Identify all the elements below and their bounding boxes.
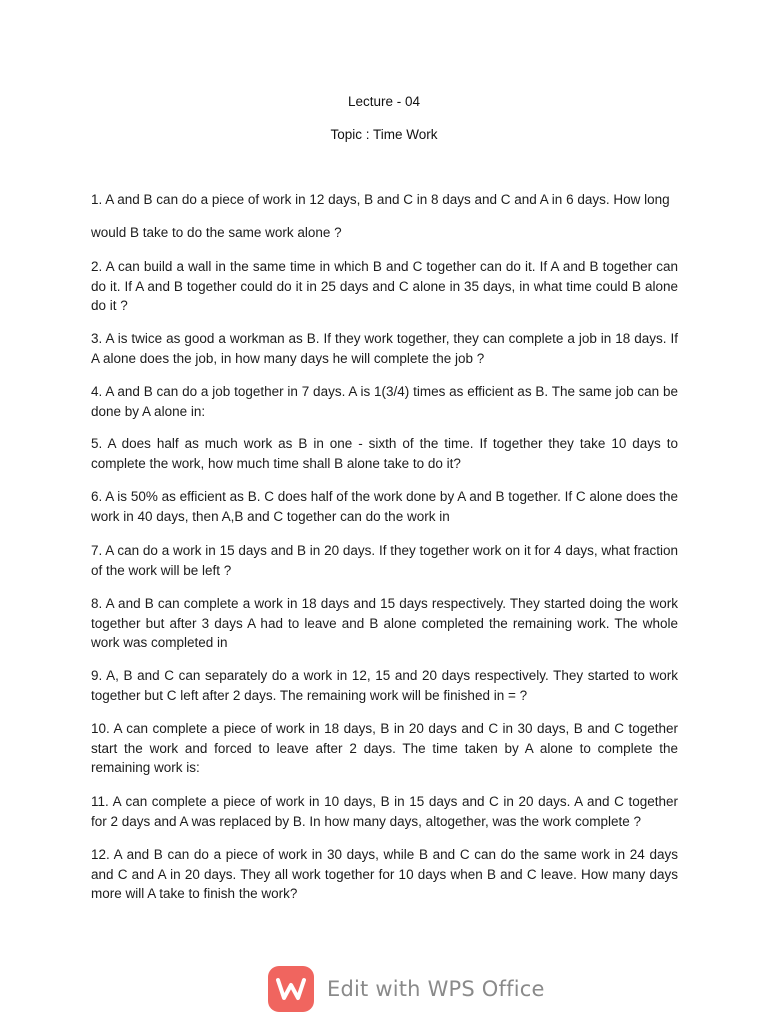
question-8: 8. A and B can complete a work in 18 days and 15 days respectively. They started doing the work together but after 3 days A had to leave and B alone completed the remaining work. The whole work was completed in xyxy=(91,596,678,650)
question-6: 6. A is 50% as efficient as B. C does half of the work done by A and B together. If C alone does the work in 40 days, then A,B and C together can do the work in xyxy=(91,489,678,524)
wps-w-logo-icon xyxy=(268,966,314,1012)
question-4: 4. A and B can do a job together in 7 days. A is 1(3/4) times as efficient as B. The same job can be done by A alone in: xyxy=(91,384,678,419)
wps-watermark[interactable] xyxy=(268,965,545,1013)
question-1-line-2: would B take to do the same work alone ? xyxy=(91,225,342,240)
question-12: 12. A and B can do a piece of work in 30 days, while B and C can do the same work in 24 days and C and A in 20 days. They all work together for 10 days when B and C leave. How many days more will A take to finish the work? xyxy=(91,847,678,901)
wps-watermark-text: Edit with WPS Office xyxy=(327,977,545,1001)
lecture-title: Lecture - 04 xyxy=(347,94,421,109)
question-10: 10. A can complete a piece of work in 18 days, B in 20 days and C in 30 days, B and C together start the work and forced to leave after 2 days. The time taken by A alone to complete the remaining work is: xyxy=(91,721,678,775)
question-11: 11. A can complete a piece of work in 10 days, B in 15 days and C in 20 days. A and C together for 2 days and A was replaced by B. In how many days, altogether, was the work complete ? xyxy=(91,794,678,829)
question-7: 7. A can do a work in 15 days and B in 20 days. If they together work on it for 4 days, what fraction of the work will be left ? xyxy=(91,543,678,578)
question-9: 9. A, B and C can separately do a work in 12, 15 and 20 days respectively. They started to work together but C left after 2 days. The remaining work will be finished in = ? xyxy=(91,668,678,703)
question-3: 3. A is twice as good a workman as B. If they work together, they can complete a job in 18 days. If A alone does the job, in how many days he will complete the job ? xyxy=(91,331,678,366)
question-5: 5. A does half as much work as B in one - sixth of the time. If together they take 10 days to complete the work, how much time shall B alone take to do it? xyxy=(91,436,678,471)
topic-title: Topic : Time Work xyxy=(330,127,438,142)
question-2: 2. A can build a wall in the same time in which B and C together can do it. If A and B together can do it. If A and B together could do it in 25 days and C alone in 35 days, in what time could B alone do it ? xyxy=(91,259,678,313)
question-1-line-1: 1. A and B can do a piece of work in 12 days, B and C in 8 days and C and A in 6 days. How long xyxy=(91,192,670,207)
